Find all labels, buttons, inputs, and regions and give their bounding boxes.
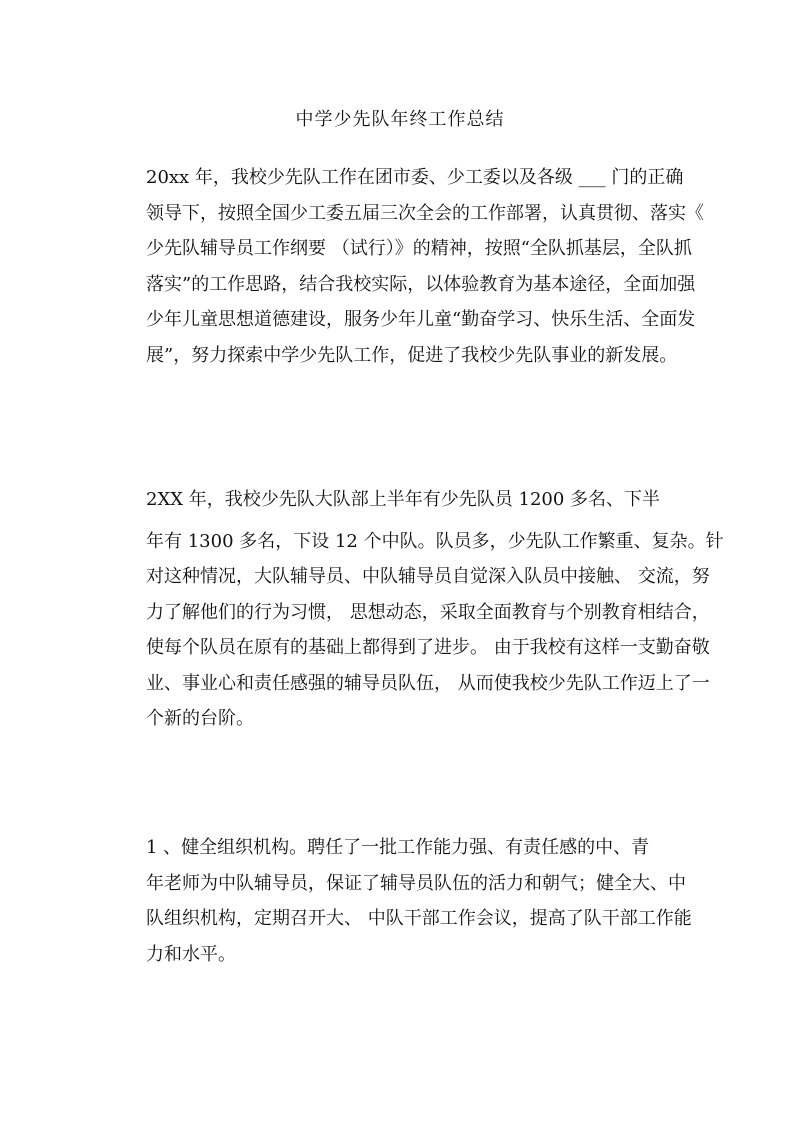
paragraph-1-line-4: 落实”的工作思路，结合我校实际，以体验教育为基本途径，全面加强 <box>146 273 696 295</box>
paragraph-2-line-1: 2XX 年，我校少先队大队部上半年有少先队员 1200 多名、下半 <box>146 489 661 510</box>
document-title: 中学少先队年终工作总结 <box>295 109 505 130</box>
paragraph-2-line-6: 业、事业心和责任感强的辅导员队伍， 从而使我校少先队工作迈上了一 <box>146 672 710 694</box>
paragraph-1-line-5: 少年儿童思想道德建设，服务少年儿童“勤奋学习、快乐生活、全面发 <box>146 309 696 330</box>
paragraph-2-line-7: 个新的台阶。 <box>146 708 254 729</box>
paragraph-3 <box>146 830 692 972</box>
paragraph-3-line-4: 力和水平。 <box>146 943 236 965</box>
paragraph-1-line-2: 领导下，按照全国少工委五届三次全会的工作部署，认真贯彻、落实《 <box>146 202 704 224</box>
paragraph-2-line-5: 使每个队员在原有的基础上都得到了进步。 由于我校有这样一支勤奋敬 <box>146 637 710 658</box>
paragraph-2-line-2: 年有 1300 多名，下设 12 个中队。队员多，少先队工作繁重、复杂。针 <box>146 530 724 552</box>
paragraph-1 <box>146 160 704 373</box>
paragraph-3-line-1: 1 、健全组织机构。聘任了一批工作能力强、有责任感的中、青 <box>146 837 650 858</box>
paragraph-2 <box>146 482 724 737</box>
paragraph-2-line-4: 力了解他们的行为习惯， 思想动态，采取全面教育与个别教育相结合， <box>146 601 710 623</box>
paragraph-3-line-2: 年老师为中队辅导员，保证了辅导员队伍的活力和朝气；健全大、中 <box>146 872 686 894</box>
paragraph-2-line-3: 对这种情况，大队辅导员、中队辅导员自觉深入队员中接触、 交流，努 <box>146 566 710 587</box>
paragraph-1-line-1: 20xx 年，我校少先队工作在团市委、少工委以及各级 ___ 门的正确 <box>146 167 684 188</box>
paragraph-1-line-6: 展”，努力探索中学少先队工作，促进了我校少先队事业的新发展。 <box>146 344 678 366</box>
paragraph-3-line-3: 队组织机构，定期召开大、 中队干部工作会议，提高了队干部工作能 <box>146 908 692 929</box>
paragraph-1-line-3: 少先队辅导员工作纲要 （试行）》的精神，按照“全队抓基层，全队抓 <box>146 238 692 259</box>
